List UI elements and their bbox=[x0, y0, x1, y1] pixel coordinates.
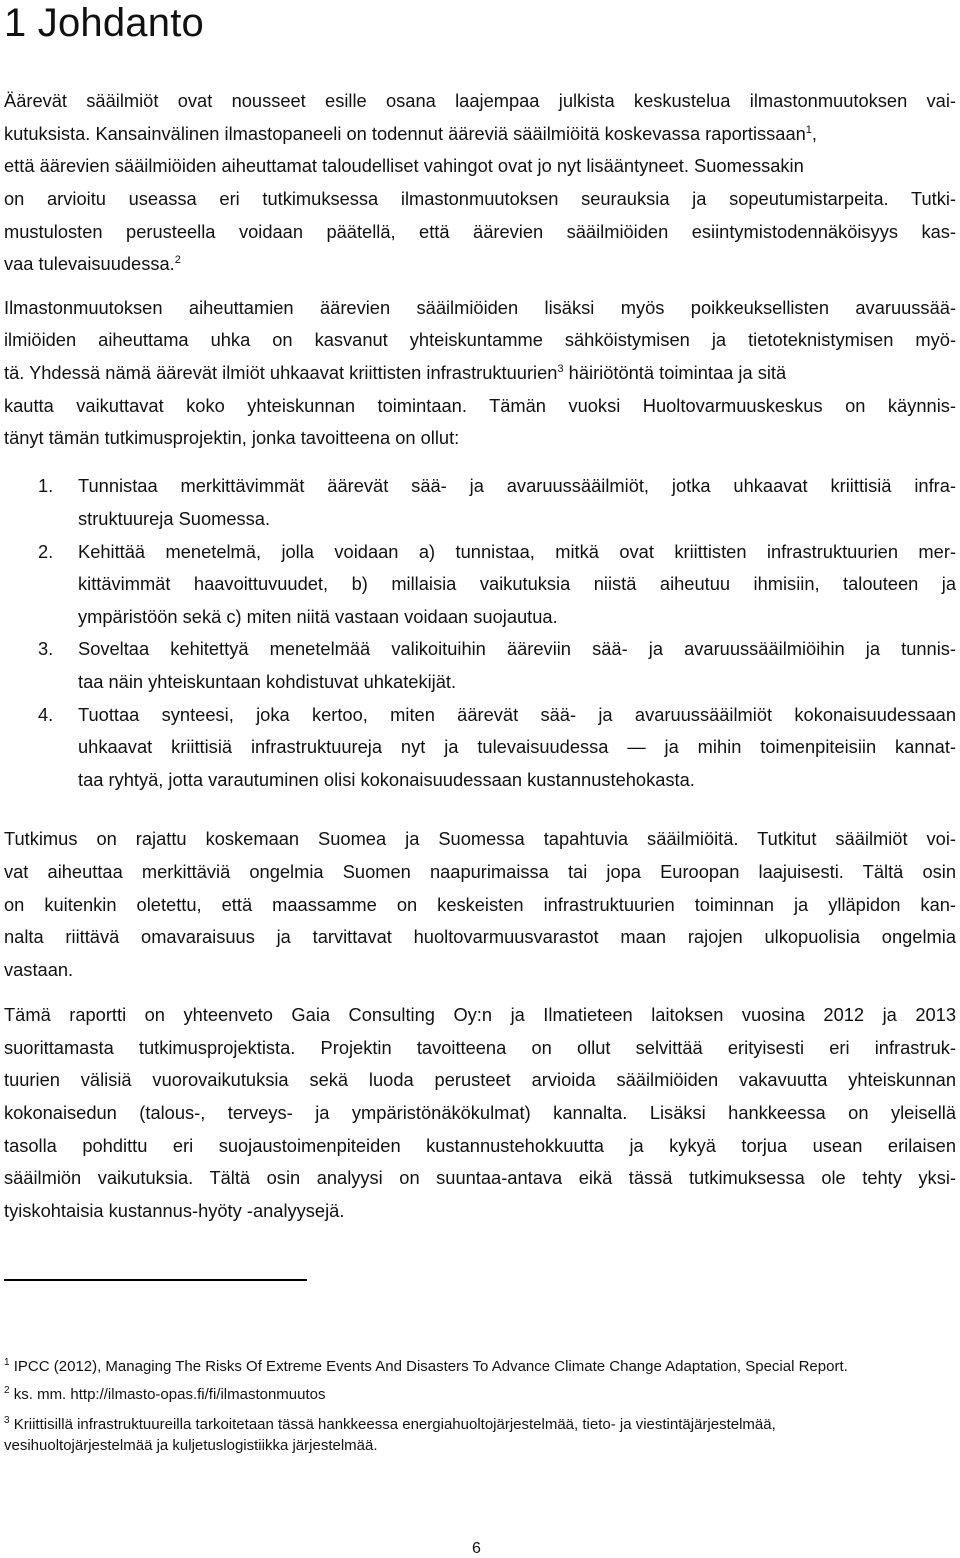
paragraph-2-line: kautta vaikuttavat koko yhteiskunnan toimintaan. Tämän vuoksi Huoltovarmuuskeskus on käynnis- bbox=[4, 395, 956, 416]
footnote-text: IPCC (2012), Managing The Risks Of Extreme Events And Disasters To Advance Climate Change Adaptation, Special Report. bbox=[13, 1358, 848, 1375]
paragraph-2-line: Ilmastonmuutoksen aiheuttamien äärevien sääilmiöiden lisäksi myös poikkeuksellisten avaruussää- bbox=[4, 297, 956, 318]
paragraph-2-line bbox=[4, 362, 956, 384]
paragraph-4-line: suorittamasta tutkimusprojektista. Projektin tavoitteena on ollut selvittää erityisesti eri infrastruk- bbox=[4, 1037, 956, 1058]
footnote-3 bbox=[4, 1416, 776, 1434]
paragraph-4-line: tuurien välisiä vuorovaikutuksia sekä luoda perusteet arvioida sääilmiöiden vakavuutta yhteiskunnan bbox=[4, 1069, 956, 1090]
list-item-number: 1. bbox=[38, 475, 54, 496]
paragraph-1-line: on arvioitu useassa eri tutkimuksessa ilmastonmuutoksen seurauksia ja sopeutumistarpeita. Tutki- bbox=[4, 188, 956, 209]
paragraph-1-line: Äärevät sääilmiöt ovat nousseet esille osana laajempaa julkista keskustelua ilmastonmuutoksen vai- bbox=[4, 90, 956, 111]
footnote-mark: 1 bbox=[4, 1357, 10, 1368]
text-run: tä. Yhdessä nämä äärevät ilmiöt uhkaavat kriittisten infrastruktuurien bbox=[4, 362, 558, 383]
paragraph-4-line: Tämä raportti on yhteenveto Gaia Consulting Oy:n ja Ilmatieteen laitoksen vuosina 2012 ja 2013 bbox=[4, 1004, 956, 1025]
footnote-separator bbox=[4, 1279, 307, 1281]
footnote-ref-1[interactable]: 1 bbox=[805, 124, 812, 136]
paragraph-3-line: nalta riittävä omavaraisuus ja tarvittavat huoltovarmuusvarastot maan rajojen ulkopuolisia ongelmia bbox=[4, 926, 956, 947]
paragraph-4-line: kokonaisedun (talous-, terveys- ja ympäristönäkökulmat) kannalta. Lisäksi hankkeessa on yleisellä bbox=[4, 1102, 956, 1123]
footnote-text: Kriittisillä infrastruktuureilla tarkoitetaan tässä hankkeessa energiahuoltojärjestelmää, tieto- ja viestintäjärjestelmää, bbox=[13, 1416, 776, 1433]
list-item-line: taa näin yhteiskuntaan kohdistuvat uhkatekijät. bbox=[78, 671, 457, 692]
paragraph-1-line: mustulosten perusteella voidaan päätellä, että äärevien sääilmiöiden esiintymistodennäköisyys kas- bbox=[4, 221, 956, 242]
paragraph-3-line: Tutkimus on rajattu koskemaan Suomea ja Suomessa tapahtuvia sääilmiöitä. Tutkitut sääilmiöt voi- bbox=[4, 828, 956, 849]
text-run: kutuksista. Kansainvälinen ilmastopaneeli on todennut ääreviä sääilmiöitä koskevassa raportissaan bbox=[4, 123, 806, 144]
list-item-line: taa ryhtyä, jotta varautuminen olisi kokonaisuudessaan kustannustehokasta. bbox=[78, 769, 695, 790]
paragraph-3-line: on kuitenkin oletettu, että maassamme on keskeisten infrastruktuurien toiminnan ja ylläpidon kan- bbox=[4, 894, 956, 915]
paragraph-4-line: sääilmiön vaikutuksia. Tältä osin analyysi on suuntaa-antava eikä tässä tutkimuksessa ole tehty yksi- bbox=[4, 1167, 956, 1188]
list-item-number: 2. bbox=[38, 541, 54, 562]
footnote-mark: 2 bbox=[4, 1385, 10, 1396]
paragraph-3-line: vastaan. bbox=[4, 959, 74, 980]
list-item-line: ympäristöön sekä c) miten niitä vastaan voidaan suojautua. bbox=[78, 606, 558, 627]
paragraph-4-line: tasolla pohdittu eri suojaustoimenpiteiden kustannustehokkuutta ja kykyä torjua usean erilaisen bbox=[4, 1135, 956, 1156]
footnote-link[interactable]: ks. mm. http://ilmasto-opas.fi/fi/ilmastonmuutos bbox=[13, 1386, 326, 1403]
list-item-line: kittävimmät haavoittuvuudet, b) millaisia vaikutuksia niistä aiheutuu ihmisiin, talouteen ja bbox=[78, 573, 956, 594]
list-item-number: 4. bbox=[38, 704, 54, 725]
paragraph-3-line: vat aiheuttaa merkittäviä ongelmia Suomen naapurimaissa tai jopa Euroopan laajuisesti. Tältä osin bbox=[4, 861, 956, 882]
list-item-number: 3. bbox=[38, 638, 54, 659]
list-item-line: Soveltaa kehitettyä menetelmää valikoituihin ääreviin sää- ja avaruussääilmiöihin ja tunnis- bbox=[78, 638, 956, 659]
footnote-2 bbox=[4, 1386, 326, 1404]
footnote-ref-3[interactable]: 3 bbox=[557, 363, 564, 375]
section-heading: 1 Johdanto bbox=[4, 1, 204, 45]
list-item-line: Tunnistaa merkittävimmät äärevät sää- ja avaruussääilmiöt, jotka uhkaavat kriittisiä infra- bbox=[78, 475, 956, 496]
paragraph-1-line bbox=[4, 253, 956, 275]
page-number: 6 bbox=[472, 1540, 481, 1557]
footnote-1 bbox=[4, 1358, 848, 1376]
footnote-3-continued: vesihuoltojärjestelmää ja kuljetuslogistiikka järjestelmää. bbox=[4, 1437, 378, 1454]
paragraph-1-line bbox=[4, 123, 956, 145]
text-run: , bbox=[811, 123, 818, 144]
list-item-line: struktuureja Suomessa. bbox=[78, 508, 271, 529]
list-item-line: uhkaavat kriittisiä infrastruktuureja nyt ja tulevaisuudessa — ja mihin toimenpiteisiin kannat- bbox=[78, 736, 956, 757]
footnote-ref-2[interactable]: 2 bbox=[174, 254, 181, 266]
text-run: vaa tulevaisuudessa. bbox=[4, 253, 175, 274]
list-item-line: Tuottaa synteesi, joka kertoo, miten äärevät sää- ja avaruussääilmiöt kokonaisuudessaan bbox=[78, 704, 956, 725]
footnote-mark: 3 bbox=[4, 1415, 10, 1426]
text-run: häiriötöntä toimintaa ja sitä bbox=[563, 362, 787, 383]
paragraph-1-line: että äärevien sääilmiöiden aiheuttamat taloudelliset vahingot ovat jo nyt lisääntyneet. Suomessakin bbox=[4, 155, 804, 176]
paragraph-4-line: tyiskohtaisia kustannus-hyöty -analyysejä. bbox=[4, 1200, 345, 1221]
list-item-line: Kehittää menetelmä, jolla voidaan a) tunnistaa, mitkä ovat kriittisten infrastruktuurien mer- bbox=[78, 541, 956, 562]
paragraph-2-line: tänyt tämän tutkimusprojektin, jonka tavoitteena on ollut: bbox=[4, 427, 460, 448]
paragraph-2-line: ilmiöiden aiheuttama uhka on kasvanut yhteiskuntamme sähköistymisen ja tietoteknistymisen myö- bbox=[4, 329, 956, 350]
